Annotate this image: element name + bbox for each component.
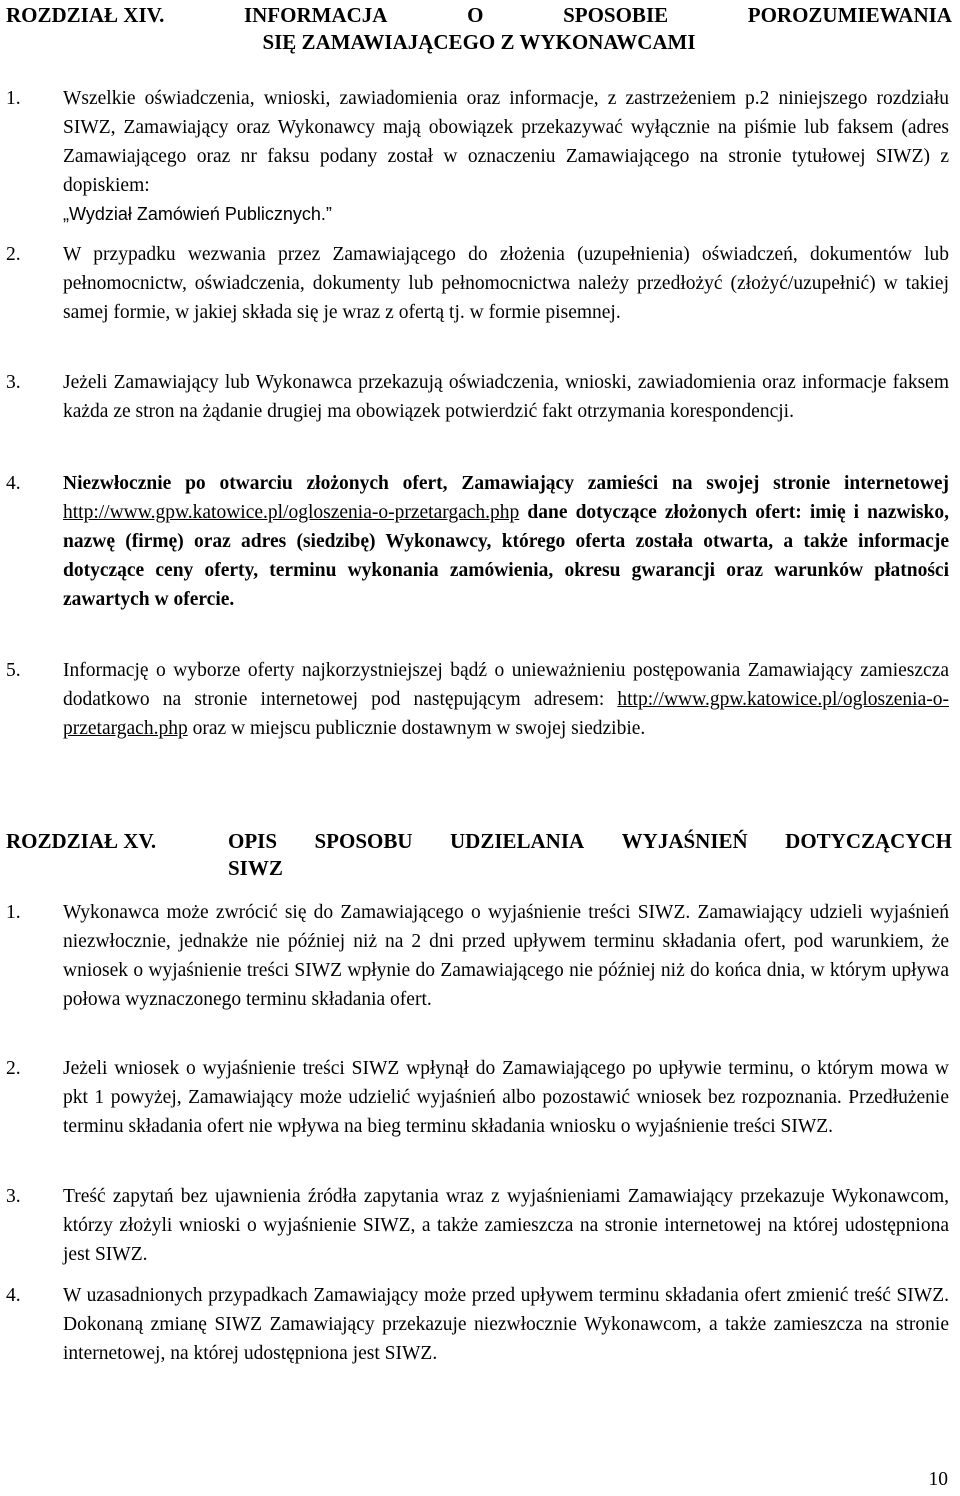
heading-word: O xyxy=(467,3,484,27)
ch14-item-2 xyxy=(6,240,949,327)
heading-word: INFORMACJA xyxy=(243,3,388,27)
heading-word: ROZDZIAŁ XIV. xyxy=(6,3,165,27)
item-number: 2. xyxy=(6,1058,21,1079)
item-text xyxy=(63,84,949,229)
item-number: 5. xyxy=(6,660,21,681)
item-number: 4. xyxy=(6,1285,21,1306)
chapter-15-number: ROZDZIAŁ XV. xyxy=(6,829,157,853)
item-text-serif: Wszelkie oświadczenia, wnioski, zawiadomienia oraz informacje, z zastrzeżeniem p.2 niniejszego rozdziału SIWZ, Zamawiający oraz Wykonawcy mają obowiązek przekazywać wyłącznie na piśmie lub faksem (adres Zamawiającego oraz nr faksu podany został w oznaczeniu Zamawiającego na stronie tytułowej SIWZ) z dopiskiem: xyxy=(63,88,949,196)
item-text-after: oraz w miejscu publicznie dostawnym w swojej siedzibie. xyxy=(192,718,646,739)
item-text-quote: „Wydział Zamówień Publicznych.” xyxy=(63,204,332,224)
item-text-before: Informację o wyborze oferty najkorzystniejszej bądź o unieważnieniu postępowania Zamawiający zamieszcza dodatkowo na stronie internetowej pod następującym adresem: xyxy=(63,660,949,710)
chapter-15-title-row2: SIWZ xyxy=(228,856,283,880)
title-word: UDZIELANIA xyxy=(449,829,585,853)
item-text: Jeżeli wniosek o wyjaśnienie treści SIWZ wpłynął do Zamawiającego po upływie terminu, o którym mowa w pkt 1 powyżej, Zamawiający może udzielić wyjaśnień albo pozostawić wniosek bez rozpoznania. Przedłużenie terminu składania ofert nie wpływa na bieg terminu składania wniosku o wyjaśnienie treści SIWZ. xyxy=(63,1058,949,1137)
item-number: 1. xyxy=(6,902,21,923)
ch14-item-4 xyxy=(6,469,949,614)
item-text-after: dane dotyczące złożonych ofert: imię i nazwisko, nazwę (firmę) oraz adres (siedzibę) Wykonawcy, którego oferta została otwarta, a także informacje dotyczące ceny oferty, terminu wykonania zamówienia, okresu gwarancji oraz warunków płatności zawartych w ofercie. xyxy=(63,502,949,610)
chapter-14-heading xyxy=(6,2,952,56)
chapter-14-heading-row1 xyxy=(6,2,952,29)
item-number: 2. xyxy=(6,244,21,265)
chapter-15-title xyxy=(228,828,952,882)
ch15-item-2 xyxy=(6,1054,949,1141)
title-word: WYJAŚNIEŃ xyxy=(621,829,748,853)
item-text xyxy=(63,469,949,614)
ch15-item-4 xyxy=(6,1281,949,1368)
heading-word: SPOSOBIE xyxy=(563,3,669,27)
item-number: 3. xyxy=(6,372,21,393)
chapter-14-heading-row2: SIĘ ZAMAWIAJĄCEGO Z WYKONAWCAMI xyxy=(262,30,696,54)
chapter-15-title-row1 xyxy=(228,828,952,855)
item-text: Wykonawca może zwrócić się do Zamawiającego o wyjaśnienie treści SIWZ. Zamawiający udzieli wyjaśnień niezwłocznie, jednakże nie później niż na 2 dni przed upływem terminu składania ofert, pod warunkiem, że wniosek o wyjaśnienie treści SIWZ wpłynie do Zamawiającego nie później niż do końca dnia, w którym upływa połowa wyznaczonego terminu składania ofert. xyxy=(63,902,949,1010)
page-number: 10 xyxy=(928,1469,948,1490)
title-word: DOTYCZĄCYCH xyxy=(785,829,952,853)
item-text: W przypadku wezwania przez Zamawiającego do złożenia (uzupełnienia) oświadczeń, dokumentów lub pełnomocnictw, oświadczenia, dokumenty lub pełnomocnictwa należy przedłożyć (złożyć/uzupełnić) w takiej samej formie, w jakiej składa się je wraz z ofertą tj. w formie pisemnej. xyxy=(63,244,949,323)
ch14-item-3 xyxy=(6,368,949,426)
heading-word: POROZUMIEWANIA xyxy=(747,3,952,27)
item-text-before: Niezwłocznie po otwarciu złożonych ofert, Zamawiający zamieści na swojej stronie internetowej xyxy=(63,473,949,494)
item-text: W uzasadnionych przypadkach Zamawiający może przed upływem terminu składania ofert zmienić treść SIWZ. Dokonaną zmianę SIWZ Zamawiający przekazuje niezwłocznie Wykonawcom, a także zamieszcza na stronie internetowej, na której udostępniona jest SIWZ. xyxy=(63,1285,949,1364)
item-text: Jeżeli Zamawiający lub Wykonawca przekazują oświadczenia, wnioski, zawiadomienia oraz informacje faksem każda ze stron na żądanie drugiej ma obowiązek potwierdzić fakt otrzymania korespondencji. xyxy=(63,372,949,422)
item-number: 1. xyxy=(6,88,21,109)
ch14-item-1 xyxy=(6,84,949,229)
title-word: SPOSOBU xyxy=(314,829,413,853)
ch15-item-1 xyxy=(6,898,949,1014)
item-text xyxy=(63,656,949,743)
title-word: OPIS xyxy=(228,829,278,853)
tender-url-link[interactable]: http://www.gpw.katowice.pl/ogloszenia-o-przetargach.php xyxy=(63,689,949,739)
item-number: 3. xyxy=(6,1186,21,1207)
ch14-item-5 xyxy=(6,656,949,743)
offers-url-link[interactable]: http://www.gpw.katowice.pl/ogloszenia-o-przetargach.php xyxy=(63,502,520,523)
item-text: Treść zapytań bez ujawnienia źródła zapytania wraz z wyjaśnieniami Zamawiający przekazuje Wykonawcom, którzy złożyli wnioski o wyjaśnienie SIWZ, a także zamieszcza na stronie internetowej na której udostępniona jest SIWZ. xyxy=(63,1186,949,1265)
ch15-item-3 xyxy=(6,1182,949,1269)
item-number: 4. xyxy=(6,473,21,494)
